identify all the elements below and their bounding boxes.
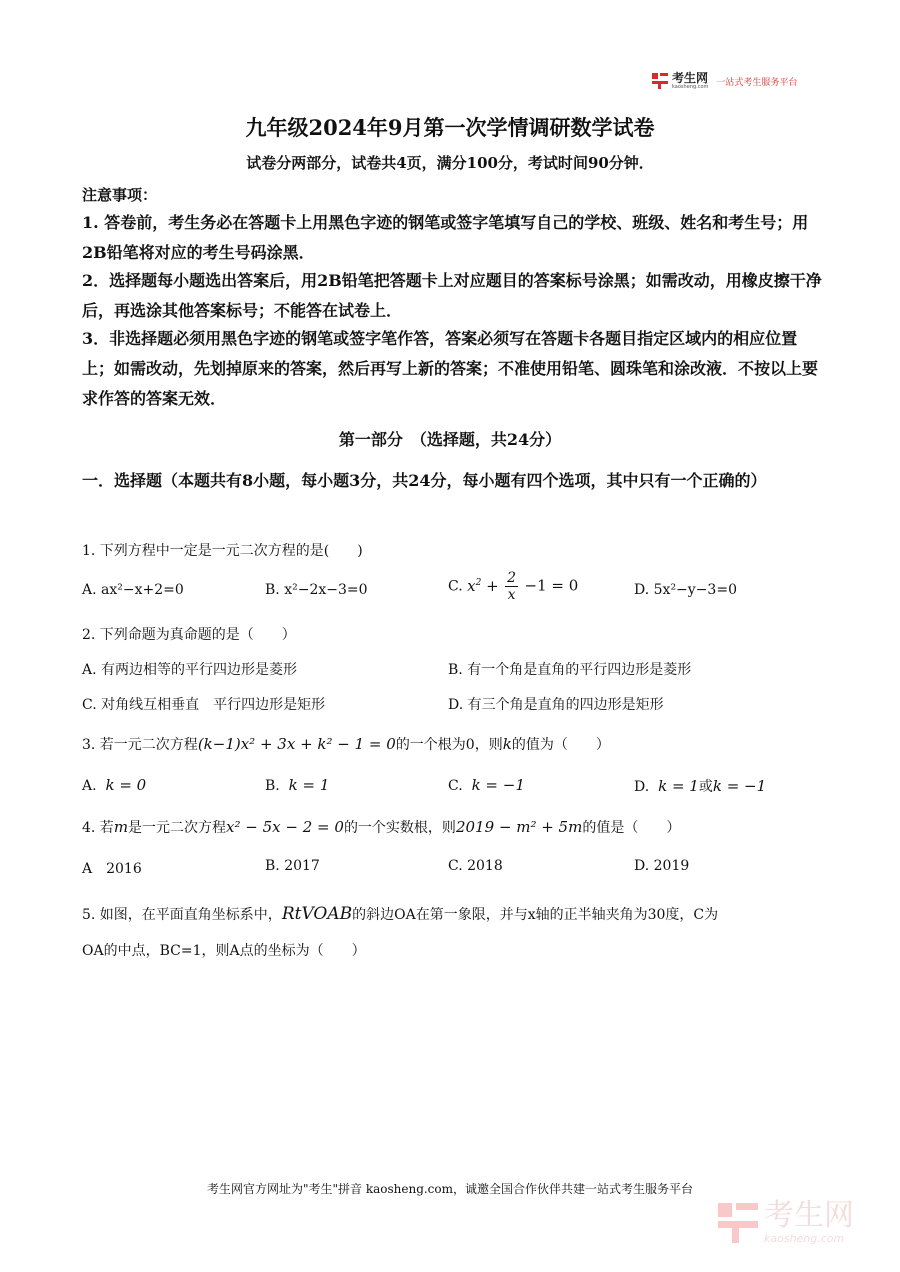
q2-stem: 2. 下列命题为真命题的是（ ） <box>82 627 296 643</box>
watermark-text: 考生网 kaosheng.com <box>764 1198 854 1245</box>
q2-option-c: C. 对角线互相垂直 平行四边形是矩形 <box>82 697 326 713</box>
q2-option-a: A. 有两边相等的平行四边形是菱形 <box>82 662 298 678</box>
q4-option-a: A 2016 <box>82 861 142 877</box>
q2-option-d: D. 有三个角是直角的四边形是矩形 <box>448 697 664 713</box>
q3-option-d: D. k = 1或k = −1 <box>634 777 767 795</box>
q1-stem: 1. 下列方程中一定是一元二次方程的是( ) <box>82 543 363 559</box>
q4-stem: 4. 若m是一元二次方程x² − 5x − 2 = 0的一个实数根，则2019 − m² + 5m的值是（ ） <box>82 818 681 836</box>
q1-option-d: D. 5x²−y−3=0 <box>634 582 737 598</box>
note-1: 1. 答卷前，考生务必在答题卡上用黑色字迹的钢笔或签字笔填写自己的学校、班级、姓名和考生号；用2B铅笔将对应的考生号码涂黑． <box>82 213 809 262</box>
q4-option-b: B. 2017 <box>265 858 320 874</box>
footer-text: 考生网官方网址为"考生"拼音 kaosheng.com，诚邀全国合作伙伴共建一站式考生服务平台 <box>206 1182 694 1196</box>
q3-option-a: A. k = 0 <box>82 776 147 794</box>
watermark-logo-icon <box>718 1203 758 1243</box>
logo-text: 考生网 kaosheng.com <box>672 71 709 90</box>
q1-fraction: $\frac{2}{x}$ <box>507 570 517 603</box>
note-3: 3．非选择题必须用黑色字迹的钢笔或签字笔作答，答案必须写在答题卡各题目指定区域内的相应位置上；如需改动，先划掉原来的答案，然后再写上新的答案；不准使用铅笔、圆珠笔和涂改液．不按以上要求作答的答案无效． <box>82 329 819 408</box>
q1-option-b: B. x²−2x−3=0 <box>265 582 368 598</box>
q5-line-1: 5. 如图，在平面直角坐标系中，RtVOAB的斜边OA在第一象限，并与x轴的正半轴夹角为30度，C为 <box>82 904 719 924</box>
notes-heading: 注意事项： <box>82 186 158 204</box>
q4-option-d: D. 2019 <box>634 858 690 874</box>
q3-option-c: C. k = −1 <box>448 776 525 794</box>
q3-option-b: B. k = 1 <box>265 776 330 794</box>
exam-title: 九年级2024年9月第一次学情调研数学试卷 <box>245 115 655 140</box>
note-2: 2．选择题每小题选出答案后，用2B铅笔把答题卡上对应题目的答案标号涂黑；如需改动，用橡皮擦干净后，再选涂其他答案标号；不能答在试卷上． <box>82 271 822 320</box>
section-title: 第一部分 （选择题，共24分） <box>338 430 562 449</box>
header-slogan: 一站式考生服务平台 <box>716 77 798 88</box>
part-heading: 一．选择题（本题共有8小题，每小题3分，共24分，每小题有四个选项，其中只有一个正确的） <box>82 471 767 490</box>
exam-subtitle: 试卷分两部分，试卷共4页，满分100分，考试时间90分钟． <box>246 154 654 172</box>
q5-line-2: OA的中点，BC=1，则A点的坐标为（ ） <box>82 943 366 959</box>
q3-stem: 3. 若一元二次方程(k−1)x² + 3x + k² − 1 = 0的一个根为0，则k的值为（ ） <box>82 735 610 753</box>
q1-option-c: C. $x^2$ + $\frac{2}{x}$ −1 = 0 <box>448 570 579 603</box>
kaosheng-logo-icon <box>652 73 668 89</box>
watermark-logo <box>718 1200 854 1245</box>
q4-option-c: C. 2018 <box>448 858 503 874</box>
q1-option-a: A. ax²−x+2=0 <box>82 582 184 598</box>
q2-option-b: B. 有一个角是直角的平行四边形是菱形 <box>448 662 692 678</box>
header-logo <box>652 72 797 90</box>
